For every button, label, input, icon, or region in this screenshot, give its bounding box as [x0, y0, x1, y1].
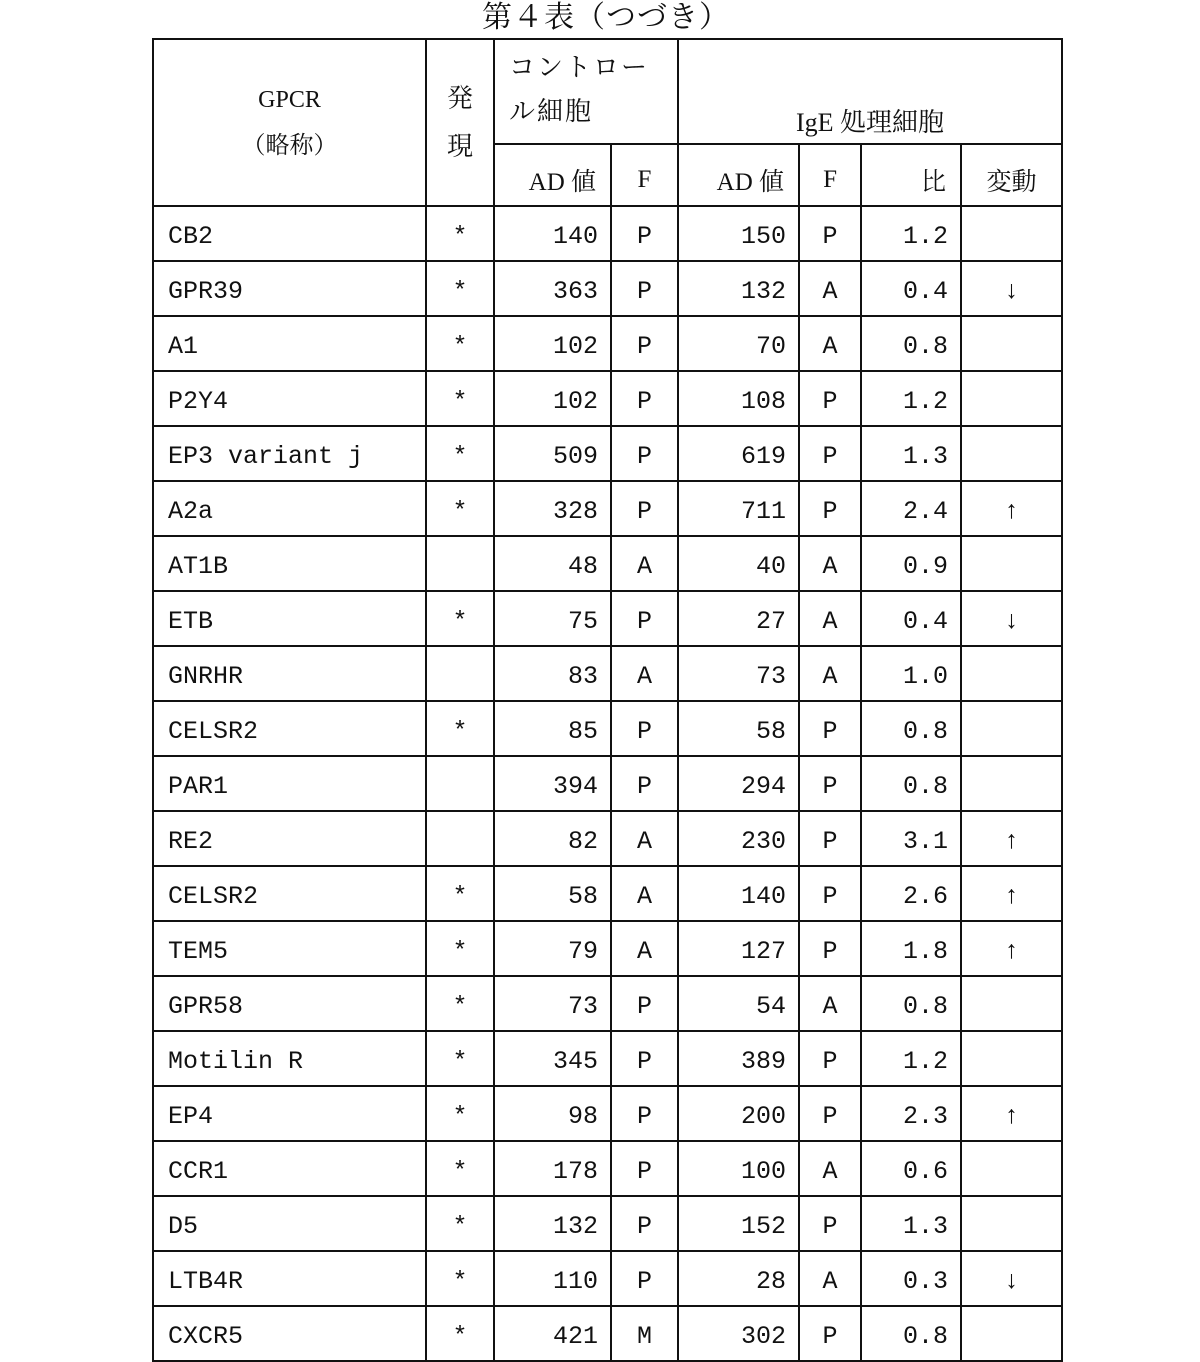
expression-mark: [426, 756, 494, 811]
ige-ad-value: 152: [678, 1196, 799, 1251]
table-row: [153, 371, 1062, 426]
ige-ad-value: 302: [678, 1306, 799, 1361]
table-row: [153, 536, 1062, 591]
control-ad-value: 110: [494, 1251, 611, 1306]
arrow-up-icon: ↑: [961, 811, 1062, 866]
change-indicator: [961, 756, 1062, 811]
header-ige-f: F: [799, 144, 861, 206]
control-ad-value: 79: [494, 921, 611, 976]
expression-mark: *: [426, 591, 494, 646]
table-row: [153, 976, 1062, 1031]
ige-flag: P: [799, 371, 861, 426]
arrow-up-icon: ↑: [961, 921, 1062, 976]
ige-flag: A: [799, 536, 861, 591]
gpcr-name: TEM5: [153, 921, 426, 976]
ratio-value: 3.1: [861, 811, 961, 866]
change-indicator: [961, 1031, 1062, 1086]
ige-ad-value: 100: [678, 1141, 799, 1196]
arrow-down-icon: ↓: [961, 591, 1062, 646]
control-flag: P: [611, 1196, 678, 1251]
control-flag: P: [611, 1086, 678, 1141]
ige-flag: P: [799, 701, 861, 756]
control-flag: A: [611, 921, 678, 976]
control-flag: P: [611, 261, 678, 316]
control-flag: P: [611, 1031, 678, 1086]
arrow-up-icon: ↑: [961, 481, 1062, 536]
expression-mark: *: [426, 701, 494, 756]
gpcr-name: CXCR5: [153, 1306, 426, 1361]
gpcr-expression-table: [152, 38, 1063, 1362]
control-ad-value: 82: [494, 811, 611, 866]
header-change: 変動: [961, 144, 1062, 206]
ige-ad-value: 150: [678, 206, 799, 261]
ratio-value: 0.4: [861, 591, 961, 646]
gpcr-name: P2Y4: [153, 371, 426, 426]
ige-ad-value: 73: [678, 646, 799, 701]
ratio-value: 1.2: [861, 371, 961, 426]
table-row: [153, 1086, 1062, 1141]
ratio-value: 0.3: [861, 1251, 961, 1306]
ige-ad-value: 70: [678, 316, 799, 371]
gpcr-name: EP3 variant j: [153, 426, 426, 481]
control-flag: P: [611, 591, 678, 646]
ige-flag: P: [799, 1086, 861, 1141]
control-flag: P: [611, 701, 678, 756]
header-ratio: 比: [861, 144, 961, 206]
ratio-value: 0.4: [861, 261, 961, 316]
change-indicator: [961, 206, 1062, 261]
control-flag: A: [611, 866, 678, 921]
control-flag: A: [611, 646, 678, 701]
table-row: [153, 646, 1062, 701]
gpcr-name: CCR1: [153, 1141, 426, 1196]
ratio-value: 0.8: [861, 756, 961, 811]
gpcr-name: GPR39: [153, 261, 426, 316]
ige-flag: P: [799, 811, 861, 866]
control-ad-value: 98: [494, 1086, 611, 1141]
table-row: [153, 591, 1062, 646]
arrow-up-icon: ↑: [961, 1086, 1062, 1141]
expression-mark: [426, 811, 494, 866]
gpcr-name: A2a: [153, 481, 426, 536]
ige-ad-value: 54: [678, 976, 799, 1031]
ige-ad-value: 58: [678, 701, 799, 756]
ratio-value: 0.8: [861, 976, 961, 1031]
ige-ad-value: 294: [678, 756, 799, 811]
ratio-value: 1.2: [861, 1031, 961, 1086]
table-row: [153, 756, 1062, 811]
gpcr-name: ETB: [153, 591, 426, 646]
expression-mark: *: [426, 481, 494, 536]
ratio-value: 2.3: [861, 1086, 961, 1141]
ige-flag: P: [799, 426, 861, 481]
ige-ad-value: 108: [678, 371, 799, 426]
gpcr-name: PAR1: [153, 756, 426, 811]
gpcr-name: D5: [153, 1196, 426, 1251]
control-flag: P: [611, 1251, 678, 1306]
ratio-value: 1.3: [861, 1196, 961, 1251]
header-expression-line2: 現: [446, 131, 473, 161]
table-row: [153, 701, 1062, 756]
table-row: [153, 866, 1062, 921]
table-row: [153, 1306, 1062, 1361]
ige-flag: P: [799, 866, 861, 921]
expression-mark: [426, 646, 494, 701]
control-ad-value: 394: [494, 756, 611, 811]
header-control-ad: AD 値: [494, 144, 611, 206]
gpcr-name: A1: [153, 316, 426, 371]
ige-flag: A: [799, 591, 861, 646]
control-flag: P: [611, 206, 678, 261]
control-flag: A: [611, 811, 678, 866]
ratio-value: 0.8: [861, 316, 961, 371]
gpcr-name: CELSR2: [153, 701, 426, 756]
control-ad-value: 132: [494, 1196, 611, 1251]
ige-flag: P: [799, 921, 861, 976]
expression-mark: *: [426, 1141, 494, 1196]
gpcr-name: CELSR2: [153, 866, 426, 921]
arrow-down-icon: ↓: [961, 1251, 1062, 1306]
gpcr-name: GPR58: [153, 976, 426, 1031]
control-flag: P: [611, 426, 678, 481]
change-indicator: [961, 1306, 1062, 1361]
expression-mark: [426, 536, 494, 591]
header-gpcr-line2: （略称）: [241, 132, 338, 159]
control-ad-value: 509: [494, 426, 611, 481]
ratio-value: 1.3: [861, 426, 961, 481]
change-indicator: [961, 426, 1062, 481]
header-gpcr-line1: GPCR: [258, 86, 321, 113]
control-flag: P: [611, 481, 678, 536]
change-indicator: [961, 536, 1062, 591]
gpcr-name: LTB4R: [153, 1251, 426, 1306]
ige-flag: A: [799, 646, 861, 701]
expression-mark: *: [426, 921, 494, 976]
table-row: [153, 426, 1062, 481]
control-flag: P: [611, 976, 678, 1031]
ige-flag: P: [799, 756, 861, 811]
expression-mark: *: [426, 1031, 494, 1086]
table-row: [153, 1251, 1062, 1306]
ratio-value: 1.2: [861, 206, 961, 261]
control-ad-value: 48: [494, 536, 611, 591]
table-row: [153, 921, 1062, 976]
ige-ad-value: 28: [678, 1251, 799, 1306]
header-control-line2: ル細胞: [509, 97, 594, 126]
table-row: [153, 206, 1062, 261]
control-ad-value: 345: [494, 1031, 611, 1086]
gpcr-name: RE2: [153, 811, 426, 866]
table-row: [153, 1031, 1062, 1086]
header-control-line1: コントロー: [509, 53, 650, 82]
ratio-value: 2.6: [861, 866, 961, 921]
control-flag: P: [611, 316, 678, 371]
ratio-value: 1.0: [861, 646, 961, 701]
change-indicator: [961, 1141, 1062, 1196]
ige-ad-value: 127: [678, 921, 799, 976]
control-ad-value: 83: [494, 646, 611, 701]
expression-mark: *: [426, 316, 494, 371]
control-ad-value: 140: [494, 206, 611, 261]
expression-mark: *: [426, 426, 494, 481]
expression-mark: *: [426, 1251, 494, 1306]
ige-flag: P: [799, 481, 861, 536]
ige-flag: P: [799, 1196, 861, 1251]
control-ad-value: 73: [494, 976, 611, 1031]
change-indicator: [961, 646, 1062, 701]
ige-flag: P: [799, 206, 861, 261]
header-ige-cells: IgE 処理細胞: [678, 39, 1062, 144]
header-ige-ad: AD 値: [678, 144, 799, 206]
table-row: [153, 481, 1062, 536]
ige-ad-value: 389: [678, 1031, 799, 1086]
table-row: [153, 1196, 1062, 1251]
control-flag: P: [611, 756, 678, 811]
ratio-value: 0.9: [861, 536, 961, 591]
ige-ad-value: 711: [678, 481, 799, 536]
header-expression-line1: 発: [446, 83, 473, 113]
ige-ad-value: 619: [678, 426, 799, 481]
header-expression: [426, 39, 494, 206]
table-title: 第４表（つづき）: [482, 1, 730, 34]
expression-mark: *: [426, 206, 494, 261]
control-ad-value: 58: [494, 866, 611, 921]
control-flag: M: [611, 1306, 678, 1361]
ratio-value: 0.8: [861, 701, 961, 756]
gpcr-name: Motilin R: [153, 1031, 426, 1086]
control-ad-value: 421: [494, 1306, 611, 1361]
expression-mark: *: [426, 976, 494, 1031]
change-indicator: [961, 976, 1062, 1031]
table-row: [153, 811, 1062, 866]
expression-mark: *: [426, 866, 494, 921]
change-indicator: [961, 1196, 1062, 1251]
control-ad-value: 178: [494, 1141, 611, 1196]
ige-flag: A: [799, 976, 861, 1031]
arrow-up-icon: ↑: [961, 866, 1062, 921]
expression-mark: *: [426, 261, 494, 316]
control-ad-value: 85: [494, 701, 611, 756]
control-ad-value: 102: [494, 316, 611, 371]
expression-mark: *: [426, 1306, 494, 1361]
ige-ad-value: 200: [678, 1086, 799, 1141]
ratio-value: 0.8: [861, 1306, 961, 1361]
ige-ad-value: 27: [678, 591, 799, 646]
ige-flag: A: [799, 261, 861, 316]
ige-ad-value: 40: [678, 536, 799, 591]
control-flag: A: [611, 536, 678, 591]
control-flag: P: [611, 1141, 678, 1196]
header-gpcr: [153, 39, 426, 206]
ige-flag: A: [799, 1251, 861, 1306]
control-ad-value: 75: [494, 591, 611, 646]
gpcr-name: GNRHR: [153, 646, 426, 701]
change-indicator: [961, 701, 1062, 756]
control-ad-value: 328: [494, 481, 611, 536]
control-ad-value: 363: [494, 261, 611, 316]
ratio-value: 2.4: [861, 481, 961, 536]
ige-ad-value: 132: [678, 261, 799, 316]
ratio-value: 0.6: [861, 1141, 961, 1196]
ige-flag: P: [799, 1031, 861, 1086]
control-ad-value: 102: [494, 371, 611, 426]
ige-ad-value: 230: [678, 811, 799, 866]
table-row: [153, 261, 1062, 316]
ige-flag: A: [799, 316, 861, 371]
ige-ad-value: 140: [678, 866, 799, 921]
ratio-value: 1.8: [861, 921, 961, 976]
gpcr-name: EP4: [153, 1086, 426, 1141]
expression-mark: *: [426, 1086, 494, 1141]
expression-mark: *: [426, 371, 494, 426]
header-control-cells: [494, 39, 678, 144]
table-row: [153, 316, 1062, 371]
control-flag: P: [611, 371, 678, 426]
arrow-down-icon: ↓: [961, 261, 1062, 316]
gpcr-name: CB2: [153, 206, 426, 261]
gpcr-name: AT1B: [153, 536, 426, 591]
ige-flag: P: [799, 1306, 861, 1361]
header-control-f: F: [611, 144, 678, 206]
table-row: [153, 1141, 1062, 1196]
expression-mark: *: [426, 1196, 494, 1251]
change-indicator: [961, 371, 1062, 426]
ige-flag: A: [799, 1141, 861, 1196]
change-indicator: [961, 316, 1062, 371]
